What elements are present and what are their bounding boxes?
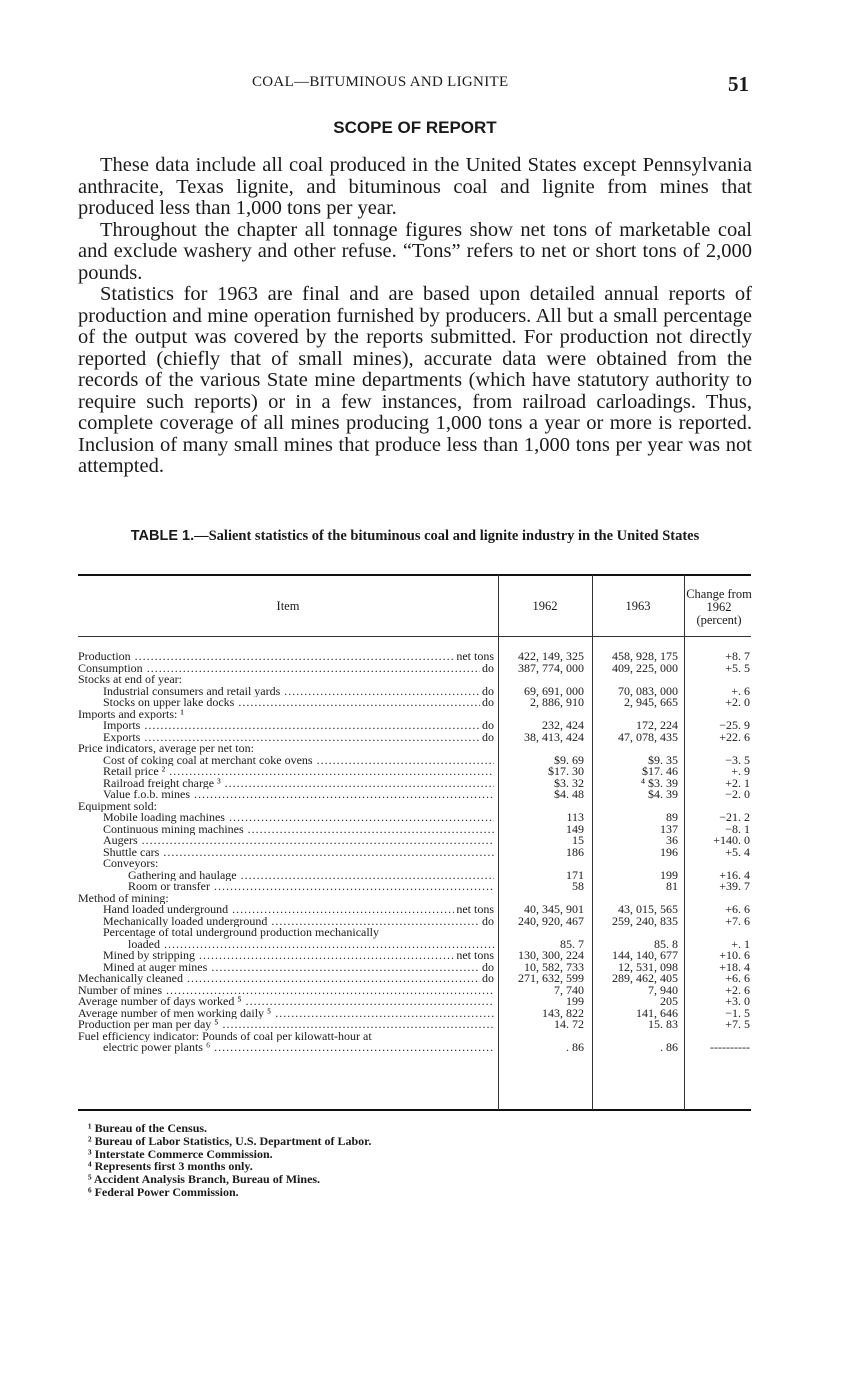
paragraph: Throughout the chapter all tonnage figures show net tons of marketable coal and exclude washery and other refuse. “Tons” refers to net or short tons of 2,000 pounds. <box>78 218 752 284</box>
footnote: ⁴ Represents first 3 months only. <box>88 1159 253 1174</box>
value-change: +6. 6 <box>725 902 750 916</box>
row-label <box>78 1031 494 1043</box>
row-label <box>78 973 494 985</box>
row-label-text: Imports <box>103 720 141 732</box>
row-label <box>78 893 494 905</box>
row-unit: net tons <box>456 904 494 916</box>
table-row <box>78 801 751 813</box>
table-row <box>78 697 751 709</box>
value-1963: 2, 945, 665 <box>624 695 678 709</box>
table-caption-label: TABLE 1. <box>130 528 195 544</box>
row-label <box>78 801 494 813</box>
row-label <box>103 720 494 732</box>
row-label-text: Production per man per day ⁵ <box>78 1019 219 1031</box>
row-unit: net tons <box>456 651 494 663</box>
value-1963: 85. 8 <box>654 936 678 951</box>
value-1963: . 86 <box>660 1040 678 1054</box>
row-label-text: Method of mining: <box>78 892 169 904</box>
row-label <box>78 743 494 755</box>
value-1962: 15 <box>572 833 584 847</box>
leader-dots <box>183 973 494 985</box>
table-row <box>78 858 751 870</box>
value-1963: 81 <box>666 879 678 893</box>
row-label-text: Imports and exports: ¹ <box>78 708 184 720</box>
value-1963: 70, 083, 000 <box>618 683 678 698</box>
row-label <box>103 962 494 974</box>
value-change: +18. 4 <box>719 959 750 974</box>
value-1963: 144, 140, 677 <box>612 948 678 962</box>
leader-dots <box>159 847 494 859</box>
value-1963: 137 <box>660 821 678 836</box>
value-change: ---------- <box>710 1040 750 1054</box>
value-change: −2. 0 <box>725 787 750 801</box>
value-1962: 149 <box>566 821 584 836</box>
value-1962: 186 <box>566 844 584 859</box>
column-header-item: Item <box>276 599 300 613</box>
table-row <box>78 1042 751 1054</box>
footnote: ⁵ Accident Analysis Branch, Bureau of Mines. <box>88 1172 321 1187</box>
value-1963: 205 <box>660 994 678 1008</box>
value-1962: 113 <box>566 810 584 824</box>
row-label-text: Price indicators, average per net ton: <box>78 743 254 755</box>
table-caption <box>78 528 752 545</box>
table-row <box>78 982 751 997</box>
value-change: +10. 6 <box>719 948 750 962</box>
row-unit: do <box>482 961 494 973</box>
value-change: +. 9 <box>731 764 750 778</box>
row-label-text: Shuttle cars <box>103 846 160 858</box>
row-label-text: Mechanically loaded underground <box>103 915 268 927</box>
row-label <box>78 996 494 1008</box>
row-label <box>103 789 494 801</box>
leader-dots <box>237 870 494 882</box>
table-body <box>78 651 751 1054</box>
leader-dots <box>210 1042 494 1054</box>
row-label <box>103 732 494 744</box>
row-label <box>128 881 494 893</box>
value-change: +2. 1 <box>725 775 750 790</box>
row-label-text: Production <box>78 651 131 663</box>
value-1962: 69, 691, 000 <box>524 683 584 698</box>
value-1963: $17. 46 <box>642 764 678 778</box>
table-row <box>78 881 751 893</box>
row-label-text: Railroad freight charge ³ <box>103 777 221 789</box>
row-label <box>78 1008 494 1020</box>
value-1963: 47, 078, 435 <box>618 729 678 744</box>
value-1962: $17. 30 <box>548 764 584 778</box>
row-label-text: Mined at auger mines <box>103 961 208 973</box>
table-row <box>78 1031 751 1043</box>
row-unit: do <box>482 697 494 709</box>
value-1962: $3. 32 <box>554 775 584 790</box>
row-unit: do <box>482 973 494 985</box>
value-1962: 271, 632, 599 <box>518 971 584 985</box>
leader-dots <box>221 778 494 790</box>
leader-dots <box>267 916 494 928</box>
value-1962: 240, 920, 467 <box>518 913 584 928</box>
row-label-text: Industrial consumers and retail yards <box>103 685 281 697</box>
value-1963: 15. 83 <box>648 1017 678 1031</box>
leader-dots <box>140 720 494 732</box>
leader-dots <box>138 835 494 847</box>
value-change: +7. 6 <box>725 913 750 928</box>
table-row <box>78 812 751 824</box>
leader-dots <box>210 881 494 893</box>
value-change: −21. 2 <box>719 810 750 824</box>
row-label-text: electric power plants ⁶ <box>103 1042 211 1054</box>
row-label <box>103 950 494 962</box>
value-1962: 130, 300, 224 <box>518 948 584 962</box>
leader-dots <box>207 962 494 974</box>
value-1962: 143, 822 <box>542 1005 584 1020</box>
value-change: −3. 5 <box>725 752 750 767</box>
paragraph: Statistics for 1963 are final and are based upon detailed annual reports of production and mine operation furnished by producers. All but a small percentage of the output was covered by the reports submitted. For production not directly reported (chiefly that of small mines), accurate data were obtained from the records of the various State mine departments (which have statutory authority to require such reports) or in a few instances, from railroad carloadings. Thus, complete coverage of all mines producing 1,000 tons a year or more is reported. Inclusion of many small mines that produce less than 1,000 tons per year was not attempted. <box>78 283 752 477</box>
row-label <box>103 778 494 790</box>
value-change: −25. 9 <box>719 718 750 732</box>
row-label-text: loaded <box>128 938 160 950</box>
value-change: +6. 6 <box>725 971 750 985</box>
table-row <box>78 913 751 928</box>
leader-dots <box>195 950 494 962</box>
row-label <box>78 985 494 997</box>
section-heading: SCOPE OF REPORT <box>333 118 497 137</box>
row-label-text: Retail price ² <box>103 766 166 778</box>
value-change: +7. 5 <box>725 1017 750 1031</box>
value-1962: 2, 886, 910 <box>530 695 584 709</box>
value-1962: 171 <box>566 867 584 882</box>
row-label-text: Fuel efficiency indicator: Pounds of coal per kilowatt-hour at <box>78 1030 372 1042</box>
footnote: ² Bureau of Labor Statistics, U.S. Department of Labor. <box>88 1133 372 1148</box>
row-label-text: Exports <box>103 731 141 743</box>
row-unit: do <box>482 720 494 732</box>
leader-dots <box>234 697 494 709</box>
value-change: −8. 1 <box>725 821 750 836</box>
row-label-text: Stocks on upper lake docks <box>103 697 235 709</box>
row-label-text: Average number of men working daily ⁵ <box>78 1007 272 1019</box>
row-label-text: Mechanically cleaned <box>78 973 183 985</box>
value-1963: 196 <box>660 844 678 859</box>
row-label-text: Average number of days worked ⁵ <box>78 996 242 1008</box>
row-label-text: Consumption <box>78 662 143 674</box>
body-text <box>78 155 752 478</box>
value-1963: 289, 462, 405 <box>612 971 678 985</box>
value-1963: 12, 531, 098 <box>618 959 678 974</box>
footnote: ³ Interstate Commerce Commission. <box>88 1146 273 1161</box>
column-header-1963: 1963 <box>625 599 651 613</box>
leader-dots <box>160 939 494 951</box>
row-label <box>103 835 494 847</box>
value-change: +39. 7 <box>719 879 750 893</box>
value-1962: 387, 774, 000 <box>518 660 584 675</box>
value-1963: $9. 35 <box>648 752 678 767</box>
row-label <box>78 663 494 675</box>
value-1962: 422, 149, 325 <box>518 649 584 663</box>
value-change: +5. 5 <box>725 660 750 675</box>
value-1962: 10, 582, 733 <box>524 959 584 974</box>
value-1963: 259, 240, 835 <box>612 913 678 928</box>
row-label <box>103 904 494 916</box>
row-label <box>78 651 494 663</box>
value-1963: ⁴ $3. 39 <box>640 775 678 790</box>
value-1963: $4. 39 <box>648 787 678 801</box>
value-1963: 36 <box>666 833 678 847</box>
value-change: +. 1 <box>731 936 750 951</box>
row-label <box>128 870 494 882</box>
footnote: ⁶ Federal Power Commission. <box>88 1184 239 1199</box>
value-1962: $4. 48 <box>554 787 584 801</box>
row-label <box>103 847 494 859</box>
row-label-text: Percentage of total underground production mechanically <box>103 927 380 939</box>
value-1963: 7, 940 <box>648 982 678 997</box>
value-1962: . 86 <box>566 1040 584 1054</box>
value-change: +2. 6 <box>725 982 750 997</box>
table-row <box>78 660 751 675</box>
value-change: +2. 0 <box>725 695 750 709</box>
table-row <box>78 821 751 836</box>
row-label <box>103 1042 494 1054</box>
row-label-text: Continuous mining machines <box>103 823 244 835</box>
table-row <box>78 867 751 882</box>
leader-dots <box>218 1019 494 1031</box>
leader-dots <box>190 789 494 801</box>
row-label <box>103 812 494 824</box>
row-label-text: Cost of coking coal at merchant coke ovens <box>103 754 313 766</box>
table-row <box>78 729 751 744</box>
value-change: +16. 4 <box>719 867 750 882</box>
value-1962: 58 <box>572 879 584 893</box>
row-label-text: Mobile loading machines <box>103 812 225 824</box>
leader-dots <box>244 824 494 836</box>
leader-dots <box>165 766 494 778</box>
row-label <box>78 709 494 721</box>
value-1962: 40, 345, 901 <box>524 902 584 916</box>
row-label <box>103 697 494 709</box>
row-label-text: Conveyors: <box>103 858 159 870</box>
value-1963: 43, 015, 565 <box>618 902 678 916</box>
row-label <box>103 916 494 928</box>
table-row <box>78 844 751 859</box>
leader-dots <box>280 686 494 698</box>
row-label-text: Gathering and haulage <box>128 869 237 881</box>
value-1962: 85. 7 <box>560 936 584 951</box>
leader-dots <box>313 755 494 767</box>
leader-dots <box>140 732 494 744</box>
table-row <box>78 835 751 847</box>
table-row <box>78 789 751 801</box>
value-1962: 232, 424 <box>542 718 584 732</box>
paragraph: These data include all coal produced in the United States except Pennsylvania anthracite, Texas lignite, and bituminous coal and lignite from mines that produced less than 1,000 tons per year. <box>78 154 752 219</box>
value-1963: 199 <box>660 867 678 882</box>
table-caption-text: —Salient statistics of the bituminous coal and lignite industry in the United States <box>194 528 700 544</box>
page-number: 51 <box>728 72 749 96</box>
row-label-text: Augers <box>103 835 138 847</box>
table-bottom-rule <box>78 1109 751 1111</box>
row-unit: do <box>482 662 494 674</box>
value-1962: 199 <box>566 994 584 1008</box>
value-change: +22. 6 <box>719 729 750 744</box>
value-1962: $9. 69 <box>554 752 584 767</box>
row-label <box>78 674 494 686</box>
value-change: +8. 7 <box>725 649 750 663</box>
footnotes <box>88 1122 371 1199</box>
value-1962: 38, 413, 424 <box>524 729 584 744</box>
value-1962: 7, 740 <box>554 982 584 997</box>
row-label <box>78 1019 494 1031</box>
value-change: −1. 5 <box>725 1005 750 1020</box>
row-unit: net tons <box>456 950 494 962</box>
value-change: +5. 4 <box>725 844 750 859</box>
row-label <box>128 939 494 951</box>
value-change: +140. 0 <box>713 833 750 847</box>
row-label-text: Room or transfer <box>128 881 210 893</box>
column-header-change: Change from 1962 (percent) <box>686 587 752 627</box>
footnote: ¹ Bureau of the Census. <box>88 1121 208 1135</box>
row-label-text: Mined by stripping <box>103 950 195 962</box>
value-change: +3. 0 <box>725 994 750 1008</box>
table-row <box>78 927 751 939</box>
value-1963: 409, 225, 000 <box>612 660 678 675</box>
leader-dots <box>242 996 494 1008</box>
leader-dots <box>271 1008 494 1020</box>
leader-dots <box>143 663 494 675</box>
row-label-text: Number of mines <box>78 984 162 996</box>
row-unit: do <box>482 685 494 697</box>
leader-dots <box>225 812 494 824</box>
value-1963: 141, 646 <box>636 1005 678 1020</box>
value-1962: 14. 72 <box>554 1017 584 1031</box>
table-header-rule <box>78 636 751 637</box>
running-head: COAL—BITUMINOUS AND LIGNITE <box>252 74 509 90</box>
table-row <box>78 1019 751 1031</box>
row-label-text: Hand loaded underground <box>103 904 229 916</box>
row-label <box>103 824 494 836</box>
column-header-1962: 1962 <box>532 599 558 613</box>
row-label <box>103 766 494 778</box>
table-top-rule <box>78 574 751 576</box>
row-label <box>103 858 494 870</box>
leader-dots <box>131 651 494 663</box>
row-unit: do <box>482 915 494 927</box>
row-label-text: Stocks at end of year: <box>78 674 182 686</box>
row-label <box>103 927 494 939</box>
value-1963: 89 <box>666 810 678 824</box>
row-label <box>103 755 494 767</box>
row-label-text: Equipment sold: <box>78 800 157 812</box>
value-1963: 458, 928, 175 <box>612 649 678 663</box>
value-1963: 172, 224 <box>636 718 678 732</box>
leader-dots <box>162 985 494 997</box>
row-label <box>103 686 494 698</box>
row-label-text: Value f.o.b. mines <box>103 789 190 801</box>
row-unit: do <box>482 731 494 743</box>
value-change: +. 6 <box>731 683 750 698</box>
